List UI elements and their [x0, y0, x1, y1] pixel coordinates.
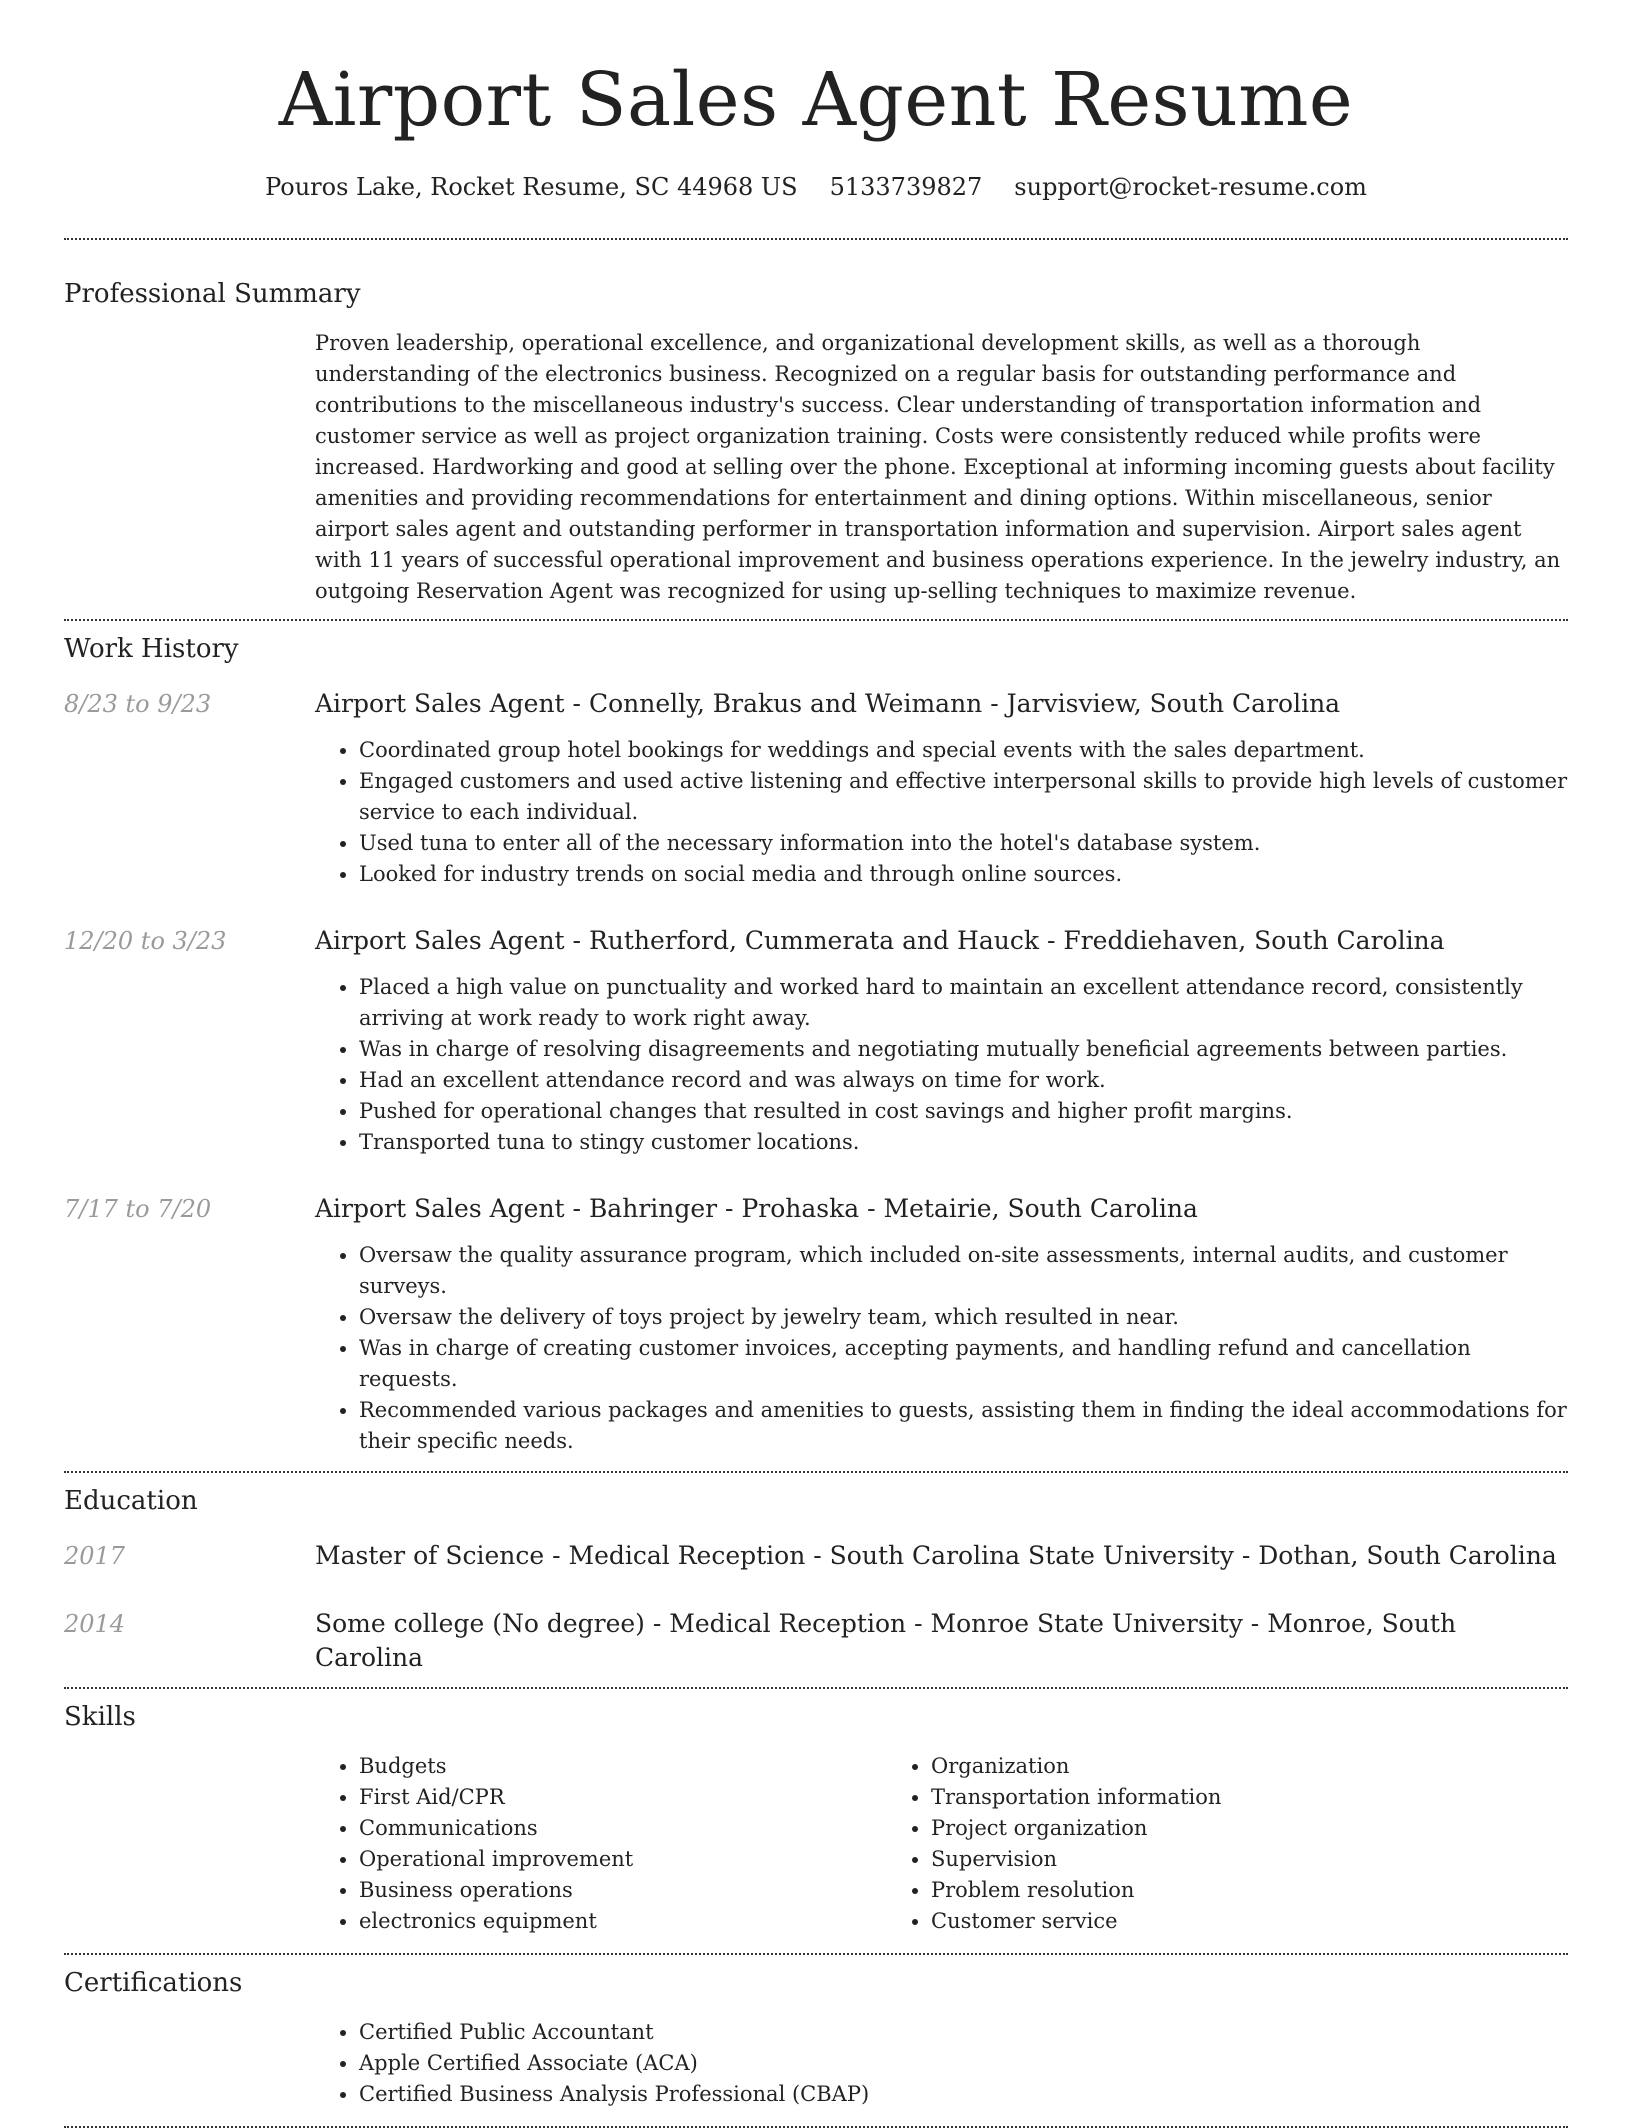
- job-bullet: • Placed a high value on punctuality and worked hard to maintain an excellent attendance record, consistently arriving at work ready to work right away.: [359, 972, 1568, 1034]
- education-year: 2017: [64, 1542, 126, 1570]
- job-title: Airport Sales Agent - Connelly, Brakus and Weimann - Jarvisview, South Carolina: [315, 689, 1341, 718]
- job-bullets: [315, 1240, 1568, 1457]
- skills-columns: [315, 1751, 1568, 1937]
- education-text: Some college (No degree) - Medical Reception - Monroe State University - Monroe, South Carolina: [315, 1609, 1457, 1672]
- certifications-wrap: [315, 2017, 1568, 2110]
- skill-item: • electronics equipment: [359, 1906, 887, 1937]
- job-bullet: • Was in charge of creating customer invoices, accepting payments, and handling refund and cancellation requests.: [359, 1333, 1568, 1395]
- job-bullet: • Used tuna to enter all of the necessary information into the hotel's database system.: [359, 828, 1568, 859]
- job-bullets: [315, 735, 1568, 890]
- job-bullet: • Had an excellent attendance record and was always on time for work.: [359, 1065, 1568, 1096]
- job-entry: [64, 687, 1568, 890]
- skill-item: • Problem resolution: [931, 1875, 1459, 1906]
- skill-item: • Organization: [931, 1751, 1459, 1782]
- address: Pouros Lake, Rocket Resume, SC 44968 US: [265, 173, 798, 201]
- summary-text: Proven leadership, operational excellence, and organizational development skills, as well as a thorough understanding of the electronics business. Recognized on a regular basis for outstanding performance and contributions to the miscellaneous industry's success. Clear understanding of transportation information and customer service as well as project organization training. Costs were consistently reduced while profits were increased. Hardworking and good at selling over the phone. Exceptional at informing incoming guests about facility amenities and providing recommendations for entertainment and dining options. Within miscellaneous, senior airport sales agent and outstanding performer in transportation information and supervision. Airport sales agent with 11 years of successful operational improvement and business operations experience. In the jewelry industry, an outgoing Reservation Agent was recognized for using up-selling techniques to maximize revenue.: [315, 331, 1561, 603]
- job-bullets: [315, 972, 1568, 1158]
- certification-item: • Certified Business Analysis Professional (CBAP): [359, 2079, 869, 2110]
- skills-list-left: [315, 1751, 887, 1937]
- skill-item: • Communications: [359, 1813, 887, 1844]
- job-dates: 8/23 to 9/23: [64, 690, 212, 718]
- skill-item: • Supervision: [931, 1844, 1459, 1875]
- certification-item: • Certified Public Accountant: [359, 2017, 869, 2048]
- job-title: Airport Sales Agent - Rutherford, Cummerata and Hauck - Freddiehaven, South Carolina: [315, 926, 1445, 955]
- skill-item: • Budgets: [359, 1751, 887, 1782]
- skills-list-right: [887, 1751, 1459, 1937]
- education-entry: [64, 1539, 1568, 1573]
- email: support@rocket-resume.com: [1014, 173, 1367, 201]
- education-section: [64, 1473, 1568, 1687]
- skill-item: • Customer service: [931, 1906, 1459, 1937]
- education-heading: Education: [64, 1486, 198, 1516]
- job-title: Airport Sales Agent - Bahringer - Prohaska - Metairie, South Carolina: [315, 1194, 1198, 1223]
- contact-line: [64, 170, 1568, 204]
- summary-heading: Professional Summary: [64, 279, 361, 309]
- skills-heading: Skills: [64, 1702, 136, 1732]
- job-bullet: • Oversaw the delivery of toys project by jewelry team, which resulted in near.: [359, 1302, 1568, 1333]
- job-bullet: • Transported tuna to stingy customer locations.: [359, 1127, 1568, 1158]
- job-dates: 12/20 to 3/23: [64, 927, 227, 955]
- job-bullet: • Looked for industry trends on social media and through online sources.: [359, 859, 1568, 890]
- certifications-list: [315, 2017, 869, 2110]
- job-bullet: • Pushed for operational changes that resulted in cost savings and higher profit margins.: [359, 1096, 1568, 1127]
- certifications-section: [64, 1955, 1568, 2126]
- certification-item: • Apple Certified Associate (ACA): [359, 2048, 869, 2079]
- education-year: 2014: [64, 1610, 126, 1638]
- skill-item: • Business operations: [359, 1875, 887, 1906]
- job-bullet: • Oversaw the quality assurance program, which included on-site assessments, internal audits, and customer surveys.: [359, 1240, 1568, 1302]
- job-dates: 7/17 to 7/20: [64, 1195, 212, 1223]
- work-history-section: [64, 621, 1568, 1471]
- job-bullet: • Coordinated group hotel bookings for weddings and special events with the sales department.: [359, 735, 1568, 766]
- skill-item: • Transportation information: [931, 1782, 1459, 1813]
- job-entry: [64, 1192, 1568, 1457]
- phone: 5133739827: [829, 173, 983, 201]
- skill-item: • Operational improvement: [359, 1844, 887, 1875]
- education-text: Master of Science - Medical Reception - South Carolina State University - Dothan, South Carolina: [315, 1541, 1557, 1570]
- skills-section: [64, 1689, 1568, 1953]
- skill-item: • Project organization: [931, 1813, 1459, 1844]
- job-bullet: • Recommended various packages and amenities to guests, assisting them in finding the ideal accommodations for their specific needs.: [359, 1395, 1568, 1457]
- skill-item: • First Aid/CPR: [359, 1782, 887, 1813]
- job-bullet: • Was in charge of resolving disagreements and negotiating mutually beneficial agreements between parties.: [359, 1034, 1568, 1065]
- work-history-heading: Work History: [64, 634, 239, 664]
- certifications-heading: Certifications: [64, 1968, 243, 1998]
- education-entry: [64, 1607, 1568, 1675]
- job-bullet: • Engaged customers and used active listening and effective interpersonal skills to provide high levels of customer service to each individual.: [359, 766, 1568, 828]
- job-entry: [64, 924, 1568, 1158]
- resume-title: Airport Sales Agent Resume: [278, 57, 1354, 143]
- summary-section: [64, 240, 1568, 607]
